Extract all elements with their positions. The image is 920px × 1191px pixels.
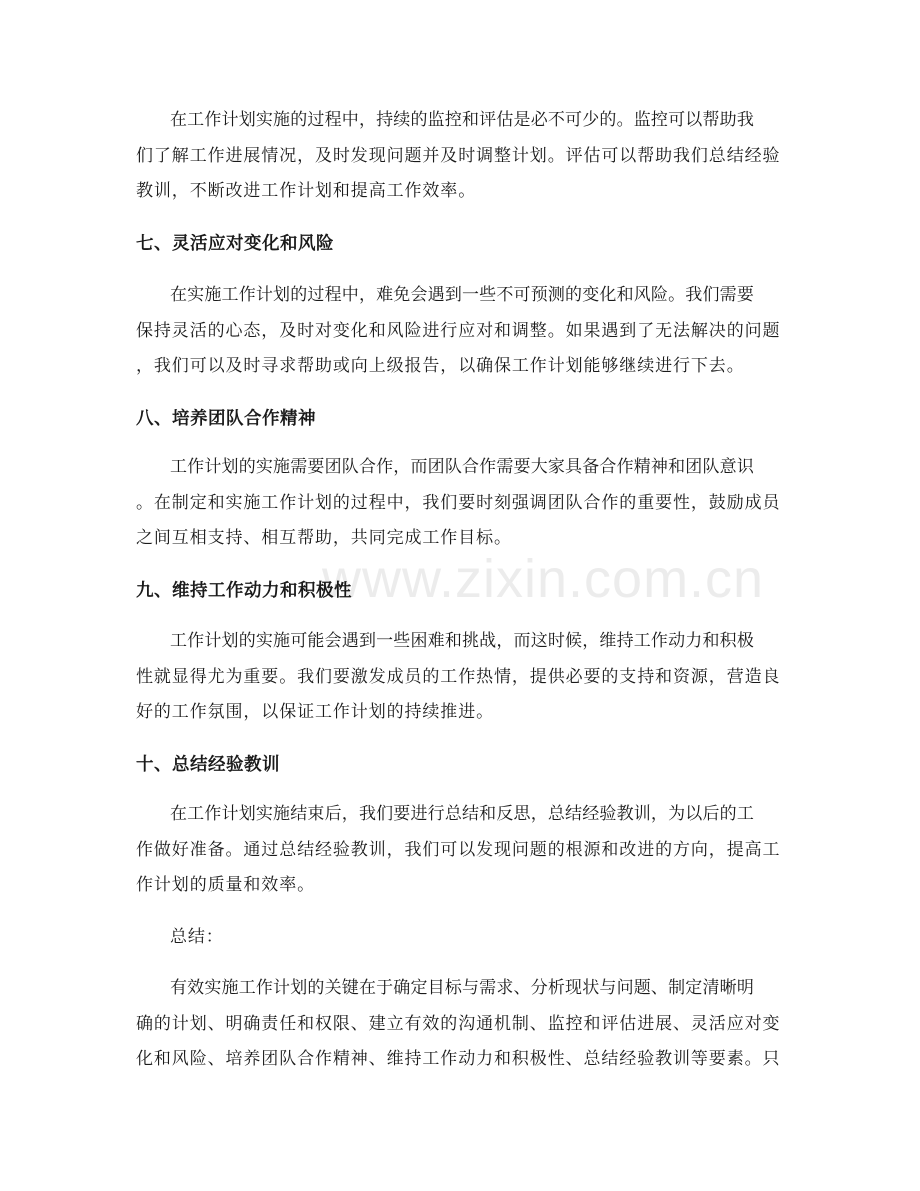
section-heading-7: 七、灵活应对变化和风险 xyxy=(136,234,334,254)
paragraph-line: 作计划的质量和效率。 xyxy=(136,875,315,895)
paragraph-summary xyxy=(136,971,788,1078)
watermark: www.zixin.com.cn xyxy=(322,549,765,609)
paragraph-line: 总结： xyxy=(170,927,224,947)
paragraph-line: 确的计划、明确责任和权限、建立有效的沟通机制、监控和评估进展、灵活应对变 xyxy=(136,1013,781,1034)
paragraph-line: 化和风险、培养团队合作精神、维持工作动力和积极性、总结经验教训等要素。只 xyxy=(136,1049,781,1069)
paragraph-line: 在工作计划实施结束后，我们要进行总结和反思，总结经验教训，为以后的工 xyxy=(170,804,754,824)
paragraph-line: 好的工作氛围，以保证工作计划的持续推进。 xyxy=(136,702,494,722)
paragraph-line: 保持灵活的心态，及时对变化和风险进行应对和调整。如果遇到了无法解决的问题 xyxy=(136,320,781,341)
paragraph-line: ，我们可以及时寻求帮助或向上级报告，以确保工作计划能够继续进行下去。 xyxy=(136,356,745,376)
section-heading-8: 八、培养团队合作精神 xyxy=(136,409,316,429)
paragraph-line: 作做好准备。通过总结经验教训，我们可以发现问题的根源和改进的方向，提高工 xyxy=(136,839,781,860)
paragraph-line: 在实施工作计划的过程中，难免会遇到一些不可预测的变化和风险。我们需要 xyxy=(170,285,754,305)
paragraph-line: 教训，不断改进工作计划和提高工作效率。 xyxy=(136,181,477,201)
paragraph-flexibility xyxy=(136,278,788,385)
section-heading-10: 十、总结经验教训 xyxy=(136,755,280,775)
paragraph-teamwork xyxy=(136,450,788,557)
paragraph-line: 们了解工作进展情况，及时发现问题并及时调整计划。评估可以帮助我们总结经验 xyxy=(136,145,781,166)
paragraph-line: 工作计划的实施可能会遇到一些困难和挑战，而这时候，维持工作动力和积极 xyxy=(170,631,754,651)
paragraph-line: 在工作计划实施的过程中，持续的监控和评估是必不可少的。监控可以帮助我 xyxy=(170,110,754,130)
paragraph-line: 。在制定和实施工作计划的过程中，我们要时刻强调团队合作的重要性，鼓励成员 xyxy=(136,492,781,513)
paragraph-line: 有效实施工作计划的关键在于确定目标与需求、分析现状与问题、制定清晰明 xyxy=(170,978,754,998)
paragraph-line: 性就显得尤为重要。我们要激发成员的工作热情，提供必要的支持和资源，营造良 xyxy=(136,666,781,687)
summary-label xyxy=(136,920,788,956)
paragraph-line: 工作计划的实施需要团队合作，而团队合作需要大家具备合作精神和团队意识 xyxy=(170,457,754,477)
paragraph-motivation xyxy=(136,624,788,731)
paragraph-lessons xyxy=(136,797,788,904)
paragraph-line: 之间互相支持、相互帮助，共同完成工作目标。 xyxy=(136,528,512,548)
paragraph-monitoring xyxy=(136,103,788,210)
section-heading-9: 九、维持工作动力和积极性 xyxy=(136,581,352,601)
